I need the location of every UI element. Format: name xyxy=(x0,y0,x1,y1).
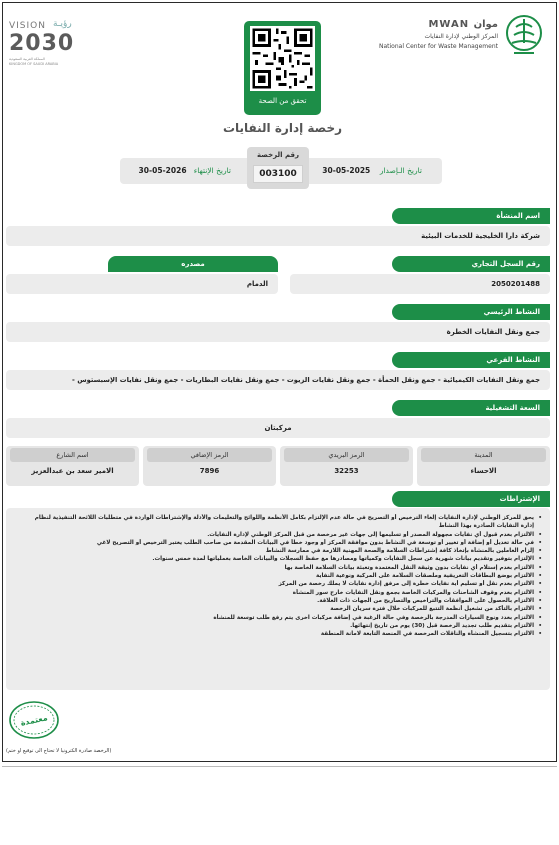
condition-text: الإلتزام بتوفير وتقديم بيانات شهرية عن سجل النفايات وكمياتها ومصادرها مع حفظ السجلات والبيانات الخاصة بعملياتها لمدة خمس سنوات. xyxy=(152,556,534,563)
condition-item xyxy=(14,539,542,547)
condition-text: الالتزام بالحصول على الموافقات والتراخيص والتصاريح من الجهات ذات العلاقة. xyxy=(317,597,534,604)
city-value: الاحساء xyxy=(470,467,497,475)
issue-date-value: 2025-05-30 xyxy=(322,166,371,175)
bullet-icon: • xyxy=(538,631,542,638)
expiry-date-group xyxy=(139,166,231,175)
sub-activity-value: جمع ونقل النفايات الكيميائية - جمع ونقل الحمأة - جمع ونقل نفايات الزيوت - جمع ونقل نفايات البطاريات - جمع ونقل نفايات الإسبستوس - xyxy=(6,370,550,390)
expiry-date-value: 2026-05-30 xyxy=(138,166,187,175)
condition-text: يحق للمركز الوطني لإدارة النفايات إلغاء الترخيص أو التصريح في حالة عدم الإلتزام بكامل الأنظمة واللوائح والتعليمات والأدلة والإشتراطات الواردة في متطلبات اللائحة التنفيذية لنظام xyxy=(34,515,534,521)
bullet-icon: • xyxy=(538,539,542,546)
condition-text: الالتزام بعدم نقل أو تسليم أية نفايات خطرة إلى مرفق إدارة نفايات لا يملك رخصة من المركز xyxy=(278,581,534,588)
issuer-value: الدمام xyxy=(6,274,278,294)
conditions-label: الإشتراطات xyxy=(392,491,550,507)
address-postal-cell xyxy=(280,446,413,486)
additional-code-label: الرمز الإضافي xyxy=(147,448,272,462)
issue-date-group xyxy=(322,166,422,175)
address-street-cell xyxy=(6,446,139,486)
condition-item xyxy=(14,597,542,605)
bullet-icon: • xyxy=(538,589,542,596)
capacity-value: مركبتان xyxy=(6,418,550,438)
condition-text: الالتزام بعدم وقوف الشاحنات والمركبات الخاصة بجمع ونقل النفايات خارج سور المنشأة xyxy=(292,589,534,596)
bullet-icon: • xyxy=(538,564,542,571)
license-number-label: رقم الرخصة xyxy=(256,151,300,159)
main-activity-label: النشاط الرئيسي xyxy=(392,304,550,320)
street-label: اسم الشارع xyxy=(10,448,135,462)
bullet-icon: • xyxy=(538,556,542,563)
mwan-name-en: National Center for Waste Management xyxy=(379,43,498,50)
footer-divider xyxy=(2,766,557,767)
condition-item xyxy=(14,622,542,630)
bullet-icon: • xyxy=(538,573,542,580)
license-number-value: 003100 xyxy=(253,165,303,183)
conditions-list xyxy=(14,514,542,638)
qr-label: تحقق من الصحة xyxy=(258,97,307,105)
postal-code-label: الرمز البريدي xyxy=(284,448,409,462)
additional-code-value: 7896 xyxy=(199,467,220,475)
mwan-logo xyxy=(364,13,544,68)
condition-item xyxy=(14,522,542,530)
address-city-cell xyxy=(417,446,550,486)
city-label: المدينة xyxy=(421,448,546,462)
condition-item xyxy=(14,531,542,539)
mwan-name-ar: المركز الوطني لإدارة النفايات xyxy=(424,33,498,40)
stamp-text: معتمدة xyxy=(19,713,49,728)
bullet-icon: • xyxy=(538,597,542,604)
vision-year: 2030 xyxy=(9,31,75,56)
vision-country-en: KINGDOM OF SAUDI ARABIA xyxy=(9,62,59,66)
cr-number-label: رقم السجل التجاري xyxy=(392,256,550,272)
issue-date-label: تاريخ الـإصدار xyxy=(379,166,422,175)
bullet-icon: • xyxy=(538,548,542,555)
condition-text: الالتزام بعدم قبول أي نفايات مجهولة المصدر أو تسليمها إلى جهات غير مرخصة من قبل المركز الوطني لإدارة النفايات. xyxy=(207,531,534,538)
vision-word-ar: رؤيـة xyxy=(53,19,72,29)
facility-name-label: اسم المنشأة xyxy=(392,208,550,224)
condition-item xyxy=(14,555,542,563)
electronic-license-note: (الرخصة صادرة الكترونيا لا تحتاج الى توقيع او ختم) xyxy=(6,748,112,754)
condition-item xyxy=(14,514,542,522)
condition-item xyxy=(14,580,542,588)
condition-text: الالتزام بتسجيل المنشأة والناقلات المرخصة في المنصة التابعة لامانة المنطقة xyxy=(320,631,534,638)
sub-activity-label: النشاط الفرعي xyxy=(392,352,550,368)
address-additional-cell xyxy=(143,446,276,486)
vision-word: VISION xyxy=(9,21,46,31)
conditions-box xyxy=(6,508,550,690)
qr-verify-box[interactable] xyxy=(244,21,321,115)
postal-code-value: 32253 xyxy=(334,467,359,475)
capacity-label: السعة التشغيلية xyxy=(392,400,550,416)
license-number-box xyxy=(247,147,309,189)
issuer-label: مصدره xyxy=(108,256,278,272)
condition-item xyxy=(14,605,542,613)
condition-text: الالتزام بعدد ونوع السيارات المدرجة بالرخصة وفي حالة الرغبة في إضافة مركبات اخرى يتم رفع طلب توسعة للمنشأة xyxy=(213,614,534,621)
street-value: الامير سعد بن عبدالعزيز xyxy=(31,467,114,475)
condition-item xyxy=(14,547,542,555)
bullet-icon: • xyxy=(538,606,542,613)
document-title: رخصة إدارة النفايات xyxy=(222,121,343,135)
bullet-icon: • xyxy=(538,622,542,629)
expiry-date-label: تاريخ الإنتهاء xyxy=(193,166,231,175)
vision-2030-logo xyxy=(9,21,89,69)
condition-text: الالتزام بتقديم طلب تجديد الرخصة قبل (30) يوم من تاريخ إنتهائها. xyxy=(350,622,534,629)
qr-code-icon[interactable] xyxy=(250,26,315,91)
mwan-emblem-icon xyxy=(504,13,544,59)
main-activity-value: جمع ونقل النفايات الخطرة xyxy=(6,322,550,342)
condition-text: إدارة النفايات الصادرة بهذا النشاط xyxy=(438,523,534,530)
condition-item xyxy=(14,572,542,580)
bullet-icon: • xyxy=(538,581,542,588)
condition-text: الالتزام بوضع البطاقات التعريفية وملصقات السلامة على المركبة ونوعية النفاية xyxy=(315,573,534,580)
bullet-icon: • xyxy=(538,515,542,521)
condition-item xyxy=(14,589,542,597)
mwan-title: MWAN موان xyxy=(428,19,498,30)
condition-text: إلزام العاملين بالمنشأة بإتخاذ كافة إشتراطات السلامة والصحة المهنية اللازمة في ممارسة النشاط xyxy=(265,548,534,555)
approved-stamp-icon xyxy=(8,700,60,740)
condition-text: في حالة تعديل أو إضافة أو تغيير أو توسعة في النشاط بدون موافقة المركز أو وجود خطأ في البيانات المقدمة من صاحب الطلب يعتبر الترخيص أو التصريح لاغي xyxy=(96,539,534,546)
condition-text: الالتزام بالتأكد من تشغيل أنظمة التتبع للمركبات خلال فترة سريان الرخصة xyxy=(330,606,534,613)
vision-country-ar: المملكة العربية السعودية xyxy=(9,57,45,61)
bullet-icon: • xyxy=(538,614,542,621)
cr-number-value: 2050201488 xyxy=(290,274,550,294)
condition-item xyxy=(14,614,542,622)
bullet-icon: • xyxy=(538,531,542,538)
facility-name-value: شركة دارا الخليجية للخدمات البيئية xyxy=(6,226,550,246)
condition-item xyxy=(14,564,542,572)
condition-text: الالتزام بعدم إستلام أي نفايات بدون وثيقة النقل المعتمدة وتعبئة بيانات السلامة الخاصة بها xyxy=(284,564,534,571)
condition-item xyxy=(14,630,542,638)
